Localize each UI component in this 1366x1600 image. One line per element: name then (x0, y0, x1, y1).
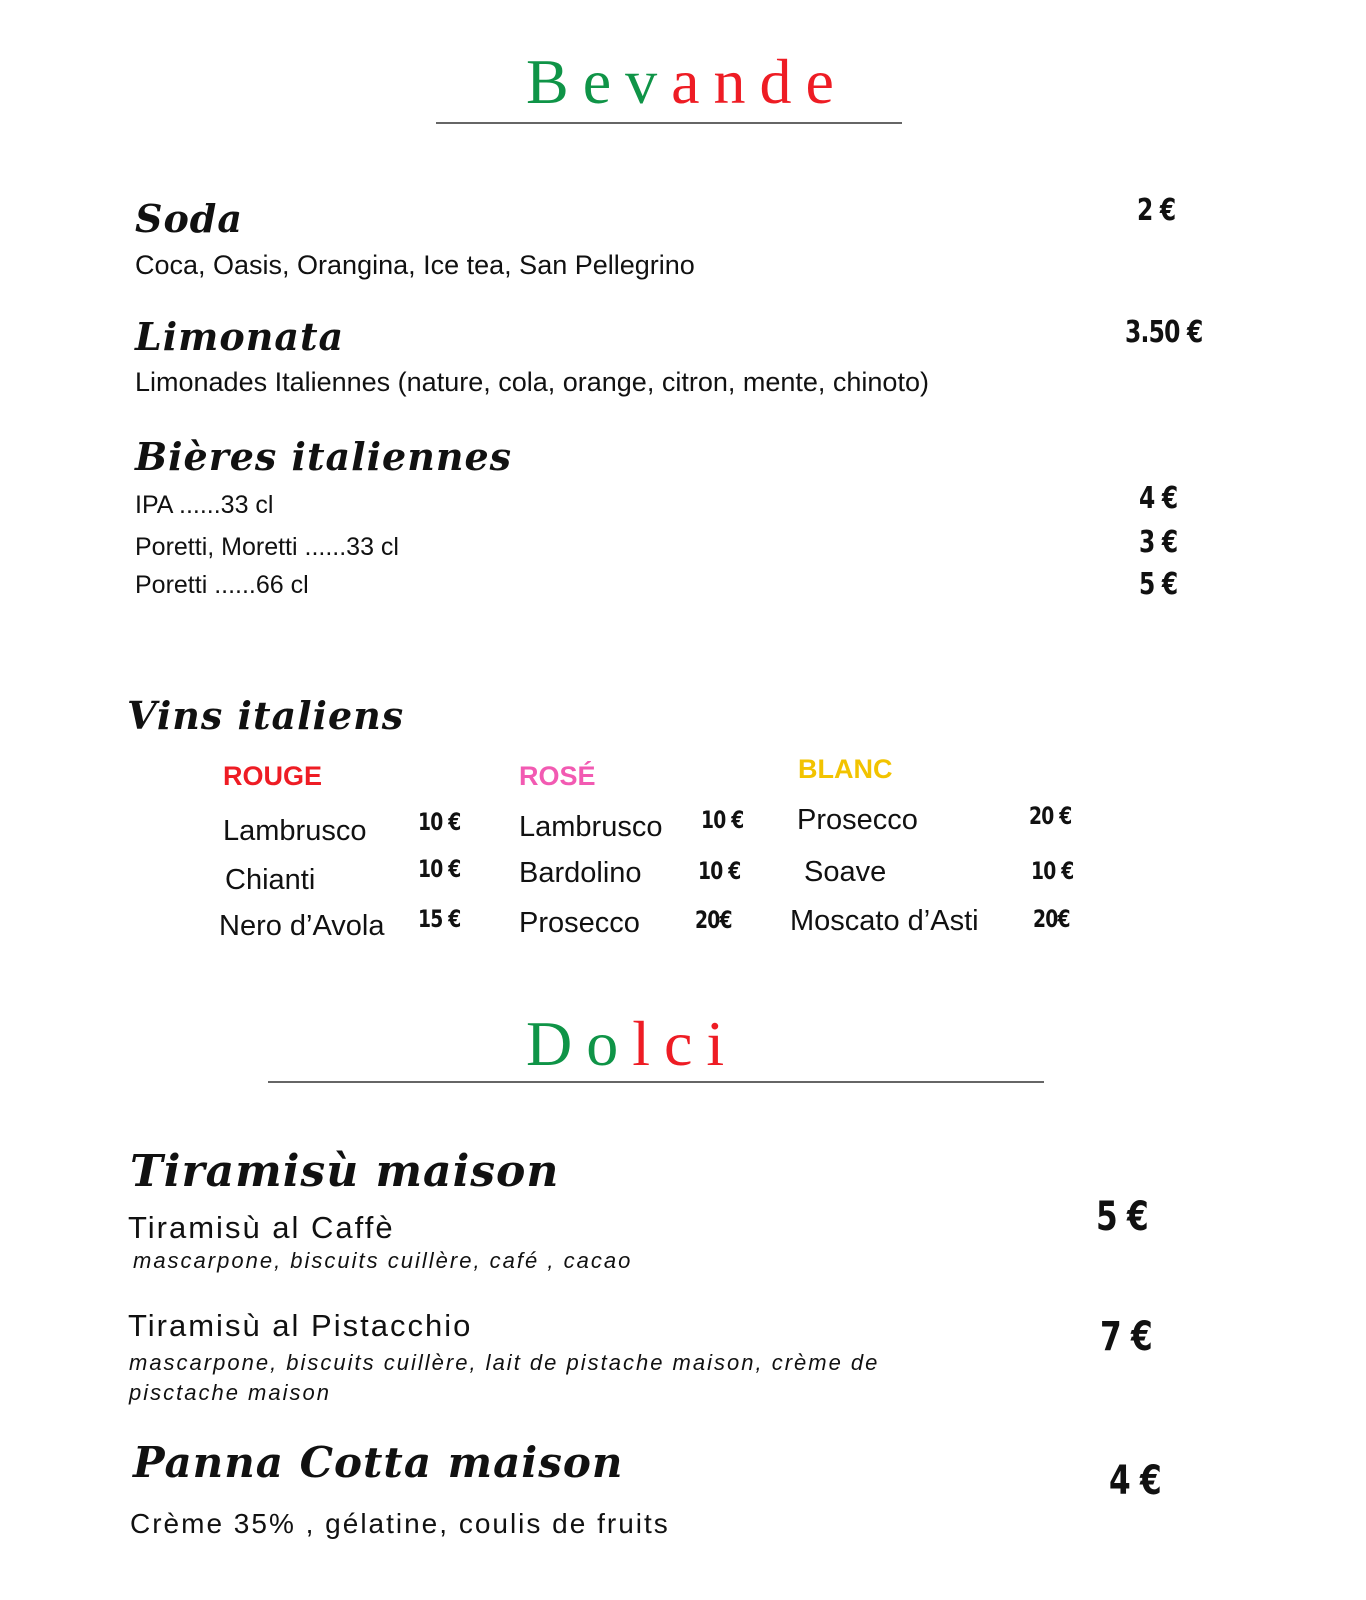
tiramisu-pistacchio-description-cont: pisctache maison (129, 1380, 331, 1405)
panna-cotta-heading: Panna Cotta maison (133, 1438, 624, 1487)
wine-price: 10 € (418, 808, 461, 836)
title-letter: B (526, 46, 583, 117)
rouge-label: ROUGE (223, 761, 323, 791)
bevande-divider (436, 122, 902, 124)
title-letter: o (586, 1008, 633, 1079)
tiramisu-heading: Tiramisù maison (130, 1146, 560, 1197)
biere-row-label: Poretti ......66 cl (135, 571, 309, 599)
panna-cotta-price: 4 € (1109, 1458, 1161, 1504)
tiramisu-pistacchio-price: 7 € (1100, 1314, 1152, 1360)
dolci-divider (268, 1081, 1044, 1083)
vins-heading: Vins italiens (127, 693, 405, 738)
wine-name: Prosecco (797, 804, 918, 836)
tiramisu-caffe-description: mascarpone, biscuits cuillère, café , cacao (133, 1248, 633, 1273)
biere-row-price: 5 € (1139, 567, 1178, 602)
biere-row-price: 4 € (1139, 481, 1178, 516)
wine-name: Lambrusco (519, 811, 663, 843)
wine-name: Lambrusco (223, 815, 367, 847)
title-letter: a (671, 46, 714, 117)
limonata-heading: Limonata (135, 314, 345, 359)
soda-price: 2 € (1137, 193, 1176, 228)
title-letter: e (805, 46, 848, 117)
wine-name: Moscato d’Asti (790, 905, 979, 937)
wine-name: Chianti (225, 864, 316, 896)
title-letter: d (759, 46, 806, 117)
limonata-description: Limonades Italiennes (nature, cola, orange, citron, mente, chinoto) (135, 367, 929, 397)
soda-heading: Soda (135, 196, 243, 241)
wine-price: 20€ (1033, 905, 1070, 933)
tiramisu-caffe-name: Tiramisù al Caffè (128, 1210, 395, 1245)
limonata-price: 3.50 € (1125, 315, 1203, 350)
tiramisu-pistacchio-description: mascarpone, biscuits cuillère, lait de pistache maison, crème de (129, 1350, 880, 1375)
wine-price: 15 € (418, 905, 461, 933)
title-letter: v (625, 46, 672, 117)
title-letter: c (664, 1008, 707, 1079)
wine-price: 10 € (418, 855, 461, 883)
wine-price: 10 € (1031, 857, 1074, 885)
rose-label: ROSÉ (519, 761, 596, 791)
title-letter: i (706, 1008, 739, 1079)
tiramisu-caffe-price: 5 € (1096, 1194, 1148, 1240)
wine-price: 10 € (701, 806, 744, 834)
title-letter: n (713, 46, 760, 117)
wine-name: Nero d’Avola (219, 910, 385, 942)
tiramisu-pistacchio-name: Tiramisù al Pistacchio (128, 1308, 473, 1343)
bieres-heading: Bières italiennes (135, 434, 513, 479)
wine-price: 20€ (695, 906, 732, 934)
wine-name: Prosecco (519, 907, 640, 939)
biere-row-price: 3 € (1139, 525, 1178, 560)
biere-row-label: Poretti, Moretti ......33 cl (135, 533, 399, 561)
dolci-title (526, 1008, 739, 1079)
bevande-title (526, 46, 848, 117)
wine-price: 20 € (1029, 802, 1072, 830)
title-letter: D (526, 1008, 587, 1079)
biere-row-label: IPA ......33 cl (135, 491, 274, 519)
wine-name: Bardolino (519, 857, 642, 889)
soda-description: Coca, Oasis, Orangina, Ice tea, San Pellegrino (135, 250, 695, 280)
title-letter: e (582, 46, 626, 117)
wine-name: Soave (804, 856, 887, 888)
blanc-label: BLANC (798, 754, 893, 784)
title-letter: l (632, 1008, 664, 1079)
wine-price: 10 € (698, 857, 741, 885)
panna-cotta-description: Crème 35% , gélatine, coulis de fruits (130, 1508, 670, 1539)
